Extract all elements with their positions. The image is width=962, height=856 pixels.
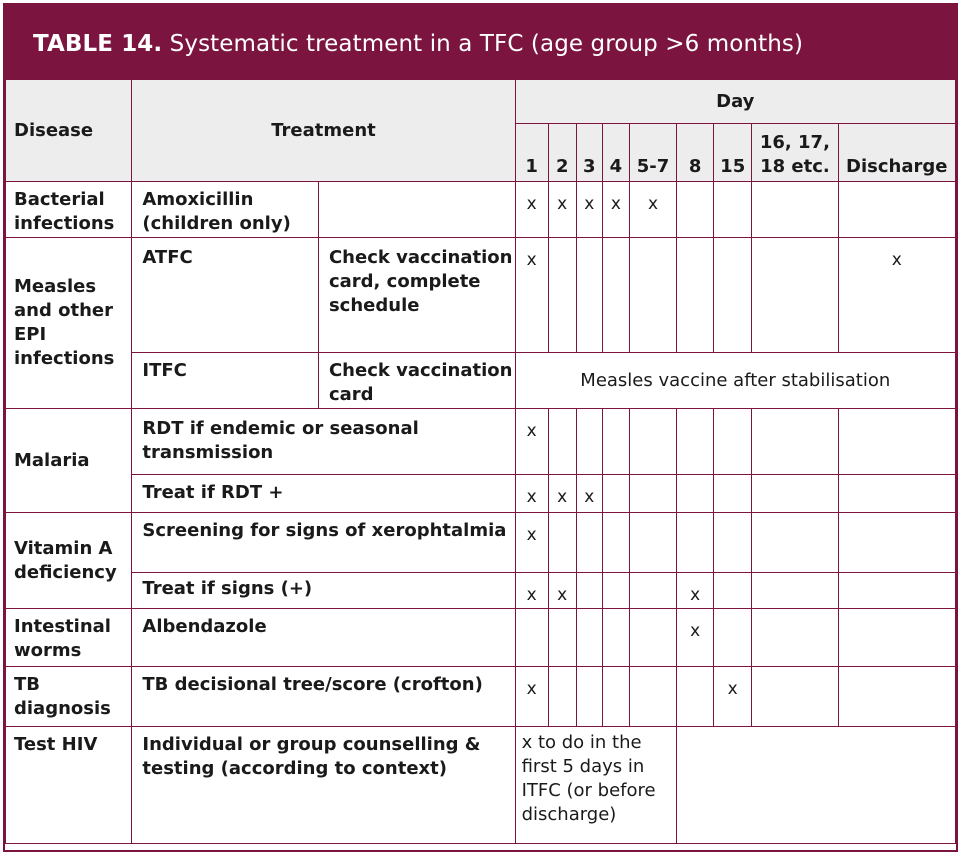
treatment-cell: TB decisional tree/score (crofton)	[132, 667, 515, 727]
day-mark	[576, 609, 602, 667]
day-mark	[752, 238, 838, 353]
day-mark	[714, 609, 752, 667]
day-mark	[602, 609, 629, 667]
table-row	[6, 475, 956, 513]
table-title	[3, 3, 958, 79]
day-mark	[838, 182, 955, 238]
day-header: 5-7	[629, 124, 676, 182]
day-mark: x	[677, 573, 714, 609]
hiv-note: x to do in the first 5 days in ITFC (or before discharge)	[515, 727, 676, 844]
day-mark	[602, 409, 629, 475]
measles-vaccine-note: Measles vaccine after stabilisation	[515, 353, 955, 409]
action-cell: Check vaccination card, complete schedule	[318, 238, 515, 353]
day-mark	[629, 609, 676, 667]
day-mark	[838, 475, 955, 513]
day-header: 16, 17, 18 etc.	[752, 124, 838, 182]
table-row	[6, 182, 956, 238]
day-mark	[752, 513, 838, 573]
action-cell: Check vaccination card	[318, 353, 515, 409]
day-mark	[548, 667, 576, 727]
day-mark	[576, 238, 602, 353]
day-mark	[576, 667, 602, 727]
disease-vitamin-a: Vitamin A deficiency	[6, 513, 132, 609]
action-cell	[318, 182, 515, 238]
day-mark	[838, 667, 955, 727]
day-mark	[714, 182, 752, 238]
day-mark	[752, 409, 838, 475]
day-mark	[629, 573, 676, 609]
day-mark	[838, 609, 955, 667]
header-day: Day	[515, 80, 955, 124]
day-header: 1	[515, 124, 548, 182]
day-mark	[548, 409, 576, 475]
table-number: TABLE 14.	[33, 31, 163, 57]
day-mark	[752, 573, 838, 609]
day-mark: x	[515, 513, 548, 573]
treatment-cell: Treat if RDT +	[132, 475, 515, 513]
disease-measles: Measles and other EPI infections	[6, 238, 132, 409]
table-row	[6, 573, 956, 609]
disease-worms: Intestinal worms	[6, 609, 132, 667]
day-mark: x	[515, 238, 548, 353]
day-mark	[629, 238, 676, 353]
table-row	[6, 353, 956, 409]
day-mark	[677, 182, 714, 238]
day-mark	[548, 513, 576, 573]
day-header: Discharge	[838, 124, 955, 182]
day-mark: x	[515, 409, 548, 475]
table-row	[6, 667, 956, 727]
day-mark: x	[576, 475, 602, 513]
day-mark	[714, 513, 752, 573]
day-mark	[677, 409, 714, 475]
day-mark	[629, 667, 676, 727]
day-mark	[576, 513, 602, 573]
table-row	[6, 513, 956, 573]
day-mark	[752, 667, 838, 727]
day-mark	[677, 238, 714, 353]
table-row	[6, 238, 956, 353]
day-mark	[602, 667, 629, 727]
day-mark	[752, 609, 838, 667]
day-header: 2	[548, 124, 576, 182]
day-mark: x	[548, 475, 576, 513]
disease-hiv: Test HIV	[6, 727, 132, 844]
day-mark	[752, 475, 838, 513]
day-mark	[548, 238, 576, 353]
disease-tb: TB diagnosis	[6, 667, 132, 727]
table-row	[6, 409, 956, 475]
day-mark	[629, 513, 676, 573]
day-mark: x	[515, 667, 548, 727]
day-mark	[602, 513, 629, 573]
table-title-text: Systematic treatment in a TFC (age group >6 months)	[162, 31, 804, 57]
day-mark	[838, 409, 955, 475]
day-mark	[629, 475, 676, 513]
day-mark: x	[629, 182, 676, 238]
treatment-cell: Screening for signs of xerophtalmia	[132, 513, 515, 573]
day-mark	[714, 573, 752, 609]
day-mark: x	[515, 573, 548, 609]
treatment-cell: RDT if endemic or seasonal transmission	[132, 409, 515, 475]
day-mark: x	[548, 573, 576, 609]
treatment-cell: Treat if signs (+)	[132, 573, 515, 609]
treatment-cell: Amoxicillin (children only)	[132, 182, 319, 238]
header-treatment: Treatment	[132, 80, 515, 182]
day-header: 4	[602, 124, 629, 182]
day-header: 15	[714, 124, 752, 182]
disease-bacterial: Bacterial infections	[6, 182, 132, 238]
day-mark	[515, 609, 548, 667]
day-mark: x	[515, 475, 548, 513]
treatment-cell: Albendazole	[132, 609, 515, 667]
table-row	[6, 727, 956, 844]
day-mark	[752, 182, 838, 238]
day-mark	[548, 609, 576, 667]
day-mark	[629, 409, 676, 475]
day-mark	[602, 475, 629, 513]
day-mark	[602, 238, 629, 353]
day-mark	[576, 409, 602, 475]
day-header: 3	[576, 124, 602, 182]
day-mark	[714, 238, 752, 353]
empty-cell	[677, 727, 956, 844]
day-mark: x	[602, 182, 629, 238]
day-mark	[714, 475, 752, 513]
treatment-table	[5, 79, 956, 844]
day-mark: x	[838, 238, 955, 353]
day-mark	[838, 513, 955, 573]
day-mark	[714, 409, 752, 475]
treatment-cell: Individual or group counselling & testing (according to context)	[132, 727, 515, 844]
day-header: 8	[677, 124, 714, 182]
treatment-atfc: ATFC	[132, 238, 319, 353]
day-mark: x	[677, 609, 714, 667]
day-mark: x	[714, 667, 752, 727]
day-mark	[838, 573, 955, 609]
header-disease: Disease	[6, 80, 132, 182]
treatment-itfc: ITFC	[132, 353, 319, 409]
table-row	[6, 609, 956, 667]
day-mark	[677, 475, 714, 513]
day-mark: x	[576, 182, 602, 238]
day-mark: x	[548, 182, 576, 238]
day-mark	[677, 513, 714, 573]
day-mark	[677, 667, 714, 727]
disease-malaria: Malaria	[6, 409, 132, 513]
day-mark	[602, 573, 629, 609]
day-mark	[576, 573, 602, 609]
day-mark: x	[515, 182, 548, 238]
